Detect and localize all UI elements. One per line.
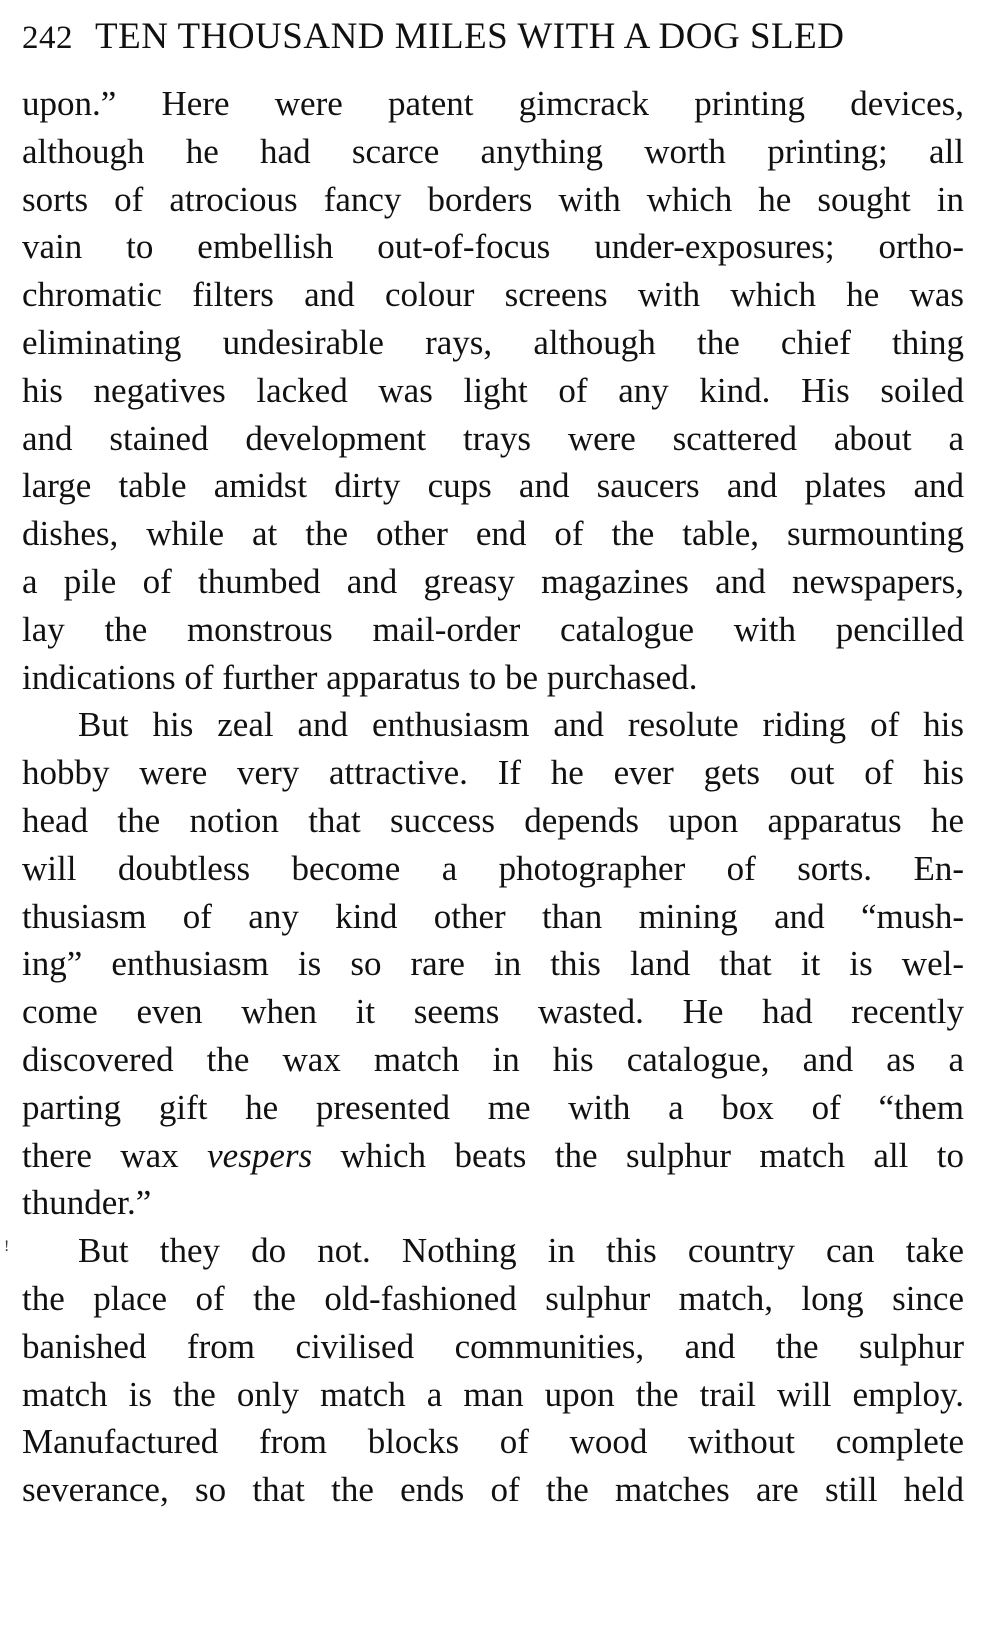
text-line: large table amidst dirty cups and saucers and plates and [22,466,964,506]
text-line: vain to embellish out-of-focus under-exposures; ortho- [22,227,964,267]
italic-word: vespers [207,1135,313,1175]
text-line: eliminating undesirable rays, although the chief thing [22,322,964,362]
margin-mark: ! [4,1238,10,1255]
text-line: dishes, while at the other end of the table, surmounting [22,514,964,554]
text-line: thunder.” [22,1183,152,1223]
text-line: will doubtless become a photographer of sorts. En- [22,848,964,888]
text-line: ing” enthusiasm is so rare in this land that it is wel- [22,944,964,984]
text-line: sorts of atrocious fancy borders with which he sought in [22,179,964,219]
text-line: But his zeal and enthusiasm and resolute riding of his [78,705,964,745]
text-line: the place of the old-fashioned sulphur match, long since [22,1278,964,1318]
text-fragment: there wax [22,1135,208,1175]
book-page [22,10,964,1514]
text-line: although he had scarce anything worth printing; all [22,131,964,171]
text-line: match is the only match a man upon the trail will employ. [22,1374,964,1414]
text-line: and stained development trays were scattered about a [22,418,964,458]
running-title: TEN THOUSAND MILES WITH A DOG SLED [95,16,845,57]
text-line: head the notion that success depends upon apparatus he [22,800,964,840]
text-line: hobby were very attractive. If he ever gets out of his [22,753,964,793]
text-line: thusiasm of any kind other than mining and “mush- [22,896,964,936]
text-line: his negatives lacked was light of any kind. His soiled [22,370,964,410]
text-line: a pile of thumbed and greasy magazines and newspapers, [22,561,964,601]
text-line: discovered the wax match in his catalogue, and as a [22,1039,964,1079]
text-line: chromatic filters and colour screens with which he was [22,275,964,315]
text-line-vespers [22,1132,964,1180]
text-fragment: which beats the sulphur match all to [312,1135,965,1175]
text-line: come even when it seems wasted. He had recently [22,992,964,1032]
text-line: parting gift he presented me with a box of “them [22,1087,964,1127]
text-line: banished from civilised communities, and the sulphur [22,1326,964,1366]
text-line: upon.” Here were patent gimcrack printing devices, [22,84,964,123]
text-line: indications of further apparatus to be purchased. [22,657,698,697]
text-line: Manufactured from blocks of wood without complete [22,1422,964,1462]
text-line: lay the monstrous mail-order catalogue with pencilled [22,609,964,649]
page-number: 242 [22,20,73,56]
text-line: But they do not. Nothing in this country can take [78,1231,964,1271]
page-header [22,10,964,64]
text-line: severance, so that the ends of the matches are still held [22,1470,964,1510]
body-text [22,80,964,1514]
